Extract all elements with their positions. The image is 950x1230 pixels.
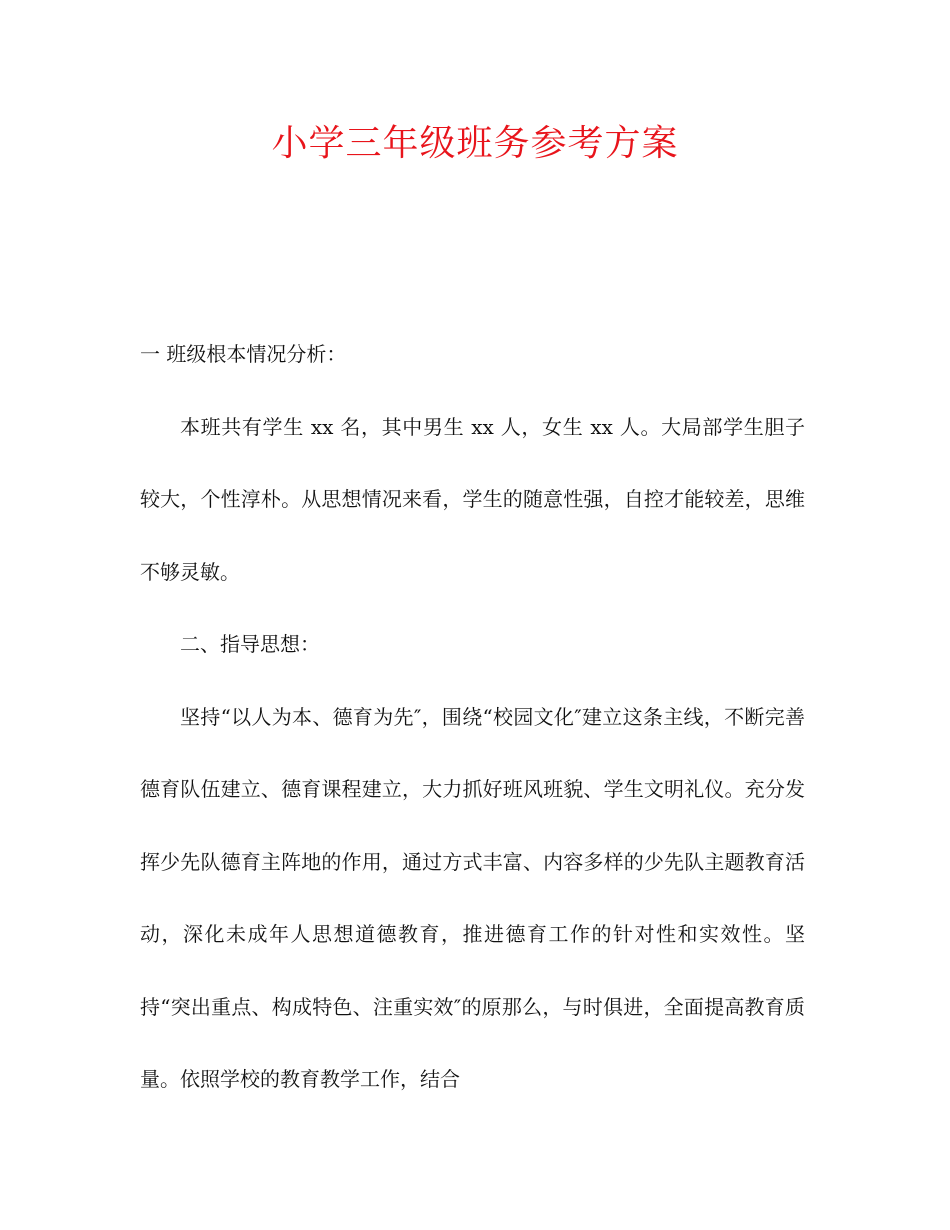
section-heading-class-analysis: 一 班级根本情况分析：	[140, 342, 347, 366]
paragraph-class-overview: 本班共有学生 xx 名，其中男生 xx 人，女生 xx 人。大局部学生胆子较大，个性淳朴。从思想情况来看，学生的随意性强，自控才能较差，思维不够灵敏。	[140, 414, 805, 584]
section-heading-guiding-ideology: 二、指导思想：	[180, 632, 320, 656]
paragraph-guiding-ideology: 坚持“以人为本、德育为先″，围绕“校园文化″建立这条主线，不断完善德育队伍建立、德育课程建立，大力抓好班风班貌、学生文明礼仪。充分发挥少先队德育主阵地的作用，通过方式丰富、内容多样的少先队主题教育活动，深化未成年人思想道德教育，推进德育工作的针对性和实效性。坚持“突出重点、构成特色、注重实效″的原那么，与时俱进，全面提高教育质量。依照学校的教育教学工作，结合	[140, 704, 805, 1091]
document-title: 小学三年级班务参考方案	[271, 123, 679, 164]
document-body	[140, 318, 805, 1116]
